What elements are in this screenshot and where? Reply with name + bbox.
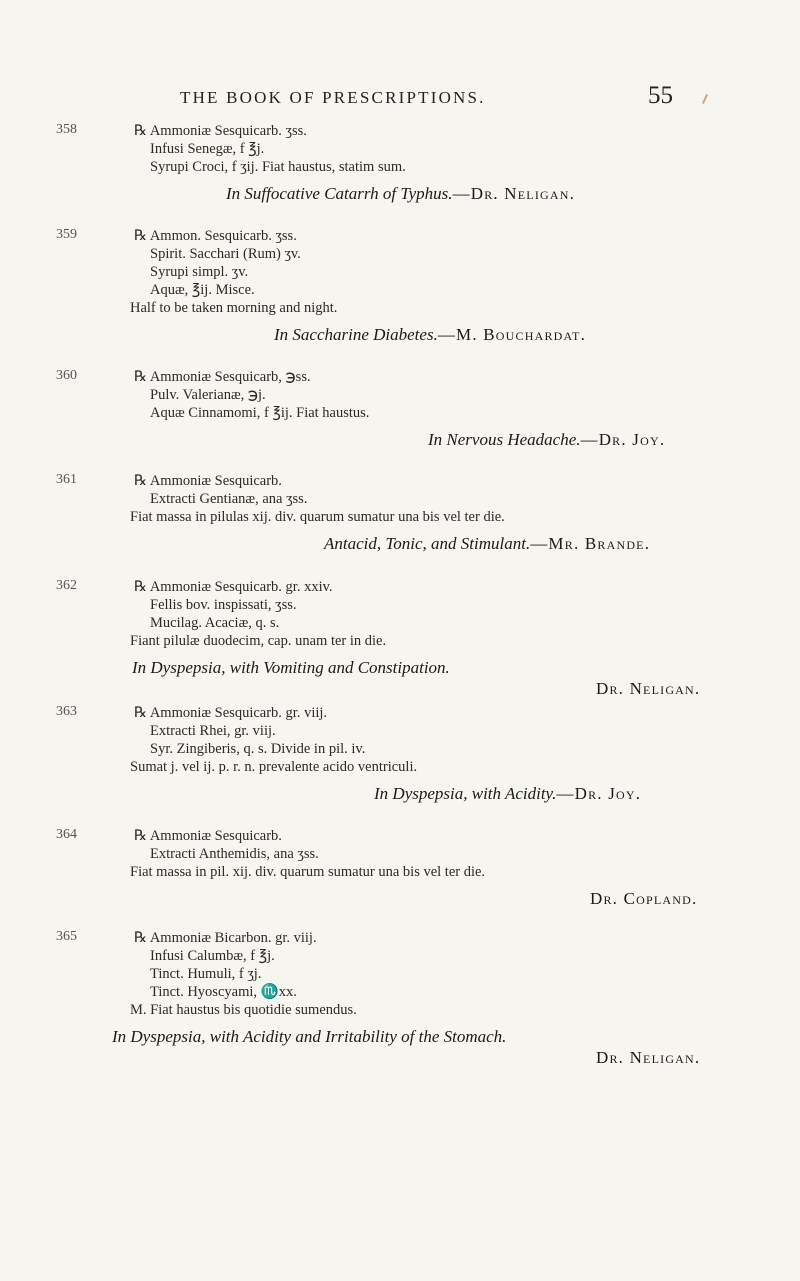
prescription-number: 363 xyxy=(56,704,77,719)
prescription-number: 360 xyxy=(56,368,77,383)
ingredient-line: Extracti Gentianæ, ana ʒss. xyxy=(150,491,308,507)
prescription-number: 362 xyxy=(56,578,77,593)
ingredient-line: Fellis bov. inspissati, ʒss. xyxy=(150,597,297,613)
ingredient-line: Infusi Senegæ, f ℥j. xyxy=(150,141,265,157)
indication: In Suffocative Catarrh of Typhus. xyxy=(226,184,453,203)
attribution xyxy=(324,534,650,554)
author: —Dr. Joy. xyxy=(580,430,666,449)
indication: Antacid, Tonic, and Stimulant. xyxy=(324,534,531,553)
attribution xyxy=(374,784,641,804)
ingredient-line: ℞ Ammoniæ Sesquicarb. xyxy=(134,828,282,844)
ingredient-line: Aquæ Cinnamomi, f ℥ij. Fiat haustus. xyxy=(150,405,370,421)
ingredient-line: Tinct. Humuli, f ʒj. xyxy=(150,966,262,982)
ingredient-line: ℞ Ammoniæ Sesquicarb, ℈ss. xyxy=(134,369,311,385)
attribution xyxy=(428,430,665,450)
author: —Mr. Brande. xyxy=(530,534,651,553)
author: Dr. Copland. xyxy=(590,889,698,908)
ingredient-line: ℞ Ammoniæ Sesquicarb. xyxy=(134,473,282,489)
prescription-number: 358 xyxy=(56,122,77,137)
ingredient-line: Spirit. Sacchari (Rum) ʒv. xyxy=(150,246,301,262)
ingredient-line: Pulv. Valerianæ, ℈j. xyxy=(150,387,266,403)
ingredient-line: Extracti Rhei, gr. viij. xyxy=(150,723,276,739)
ingredient-line: Syrupi simpl. ʒv. xyxy=(150,264,249,280)
ingredient-line: ℞ Ammoniæ Bicarbon. gr. viij. xyxy=(134,930,317,946)
direction-line: Half to be taken morning and night. xyxy=(130,300,338,316)
page-header xyxy=(0,82,800,118)
ingredient-line: ℞ Ammoniæ Sesquicarb. ʒss. xyxy=(134,123,307,139)
running-head: THE BOOK OF PRESCRIPTIONS. xyxy=(180,88,486,107)
author: —Dr. Neligan. xyxy=(452,184,576,203)
indication: In Saccharine Diabetes. xyxy=(274,325,438,344)
author: —Dr. Joy. xyxy=(556,784,642,803)
page-number: 55 xyxy=(648,82,673,109)
ingredient-line: Extracti Anthemidis, ana ʒss. xyxy=(150,846,319,862)
direction-line: M. Fiat haustus bis quotidie sumendus. xyxy=(130,1002,357,1018)
indication: In Nervous Headache. xyxy=(428,430,581,449)
author: —M. Bouchardat. xyxy=(437,325,587,344)
ingredient-line: Aquæ, ℥ij. Misce. xyxy=(150,282,255,298)
ingredient-line: Mucilag. Acaciæ, q. s. xyxy=(150,615,280,631)
ingredient-line: Infusi Calumbæ, f ℥j. xyxy=(150,948,275,964)
direction-line: Sumat j. vel ij. p. r. n. prevalente acido ventriculi. xyxy=(130,759,418,775)
ingredient-line: Tinct. Hyoscyami, ♏xx. xyxy=(150,984,297,1000)
attribution xyxy=(226,184,575,204)
direction-line: Fiat massa in pil. xij. div. quarum sumatur una bis vel ter die. xyxy=(130,864,486,880)
indication: In Dyspepsia, with Acidity. xyxy=(374,784,557,803)
direction-line: Fiat massa in pilulas xij. div. quarum sumatur una bis vel ter die. xyxy=(130,509,505,525)
author: Dr. Neligan. xyxy=(596,679,701,698)
prescription-number: 361 xyxy=(56,472,77,487)
indication: In Dyspepsia, with Acidity and Irritability of the Stomach. xyxy=(112,1027,507,1046)
ingredient-line: Syr. Zingiberis, q. s. Divide in pil. iv. xyxy=(150,741,366,757)
ingredient-line: Syrupi Croci, f ʒij. Fiat haustus, statim sum. xyxy=(150,159,406,175)
prescription-number: 364 xyxy=(56,827,77,842)
ingredient-line: ℞ Ammon. Sesquicarb. ʒss. xyxy=(134,228,297,244)
ingredient-line: ℞ Ammoniæ Sesquicarb. gr. viij. xyxy=(134,705,328,721)
attribution xyxy=(274,325,586,345)
prescription-number: 365 xyxy=(56,929,77,944)
indication: In Dyspepsia, with Vomiting and Constipation. xyxy=(132,658,450,677)
direction-line: Fiant pilulæ duodecim, cap. unam ter in die. xyxy=(130,633,387,649)
ingredient-line: ℞ Ammoniæ Sesquicarb. gr. xxiv. xyxy=(134,579,333,595)
prescription-number: 359 xyxy=(56,227,77,242)
author: Dr. Neligan. xyxy=(596,1048,701,1067)
